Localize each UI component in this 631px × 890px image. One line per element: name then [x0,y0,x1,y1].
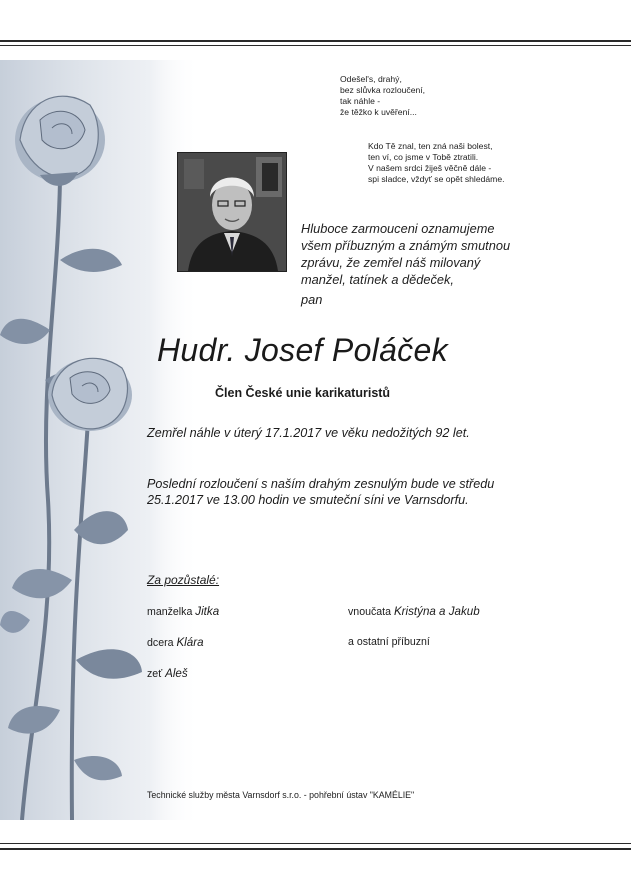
portrait-photo [177,152,287,272]
death-notice: Zemřel náhle v úterý 17.1.2017 ve věku nedožitých 92 let. [147,426,470,440]
honorific: pan [301,292,323,307]
relative-item [147,636,204,649]
top-border-rule-thin [0,45,631,46]
poem-line: že těžko k uvěření... [340,107,417,117]
intro-line: manžel, tatínek a dědeček, [301,272,454,287]
poem-second [368,141,505,185]
poem-line: Kdo Tě znal, ten zná naši bolest, [368,141,493,151]
relative-name: Kristýna a Jakub [393,605,480,618]
top-border-rule [0,40,631,42]
relative-role: dcera [147,637,174,649]
poem-line: ten ví, co jsme v Tobě ztratili. [368,152,479,162]
deceased-subtitle: Člen České unie karikaturistů [215,386,391,400]
intro-paragraph [301,220,510,288]
relative-item [348,605,480,618]
relative-name: Klára [176,636,204,649]
intro-line: všem příbuzným a známým smutnou [301,238,511,253]
funeral-line: 25.1.2017 ve 13.00 hodin ve smuteční síni ve Varnsdorfu. [147,493,469,507]
intro-line: zprávu, že zemřel náš milovaný [301,255,481,270]
poem-line: Odešel's, drahý, [340,74,402,84]
poem-line: spi sladce, vždyť se opět shledáme. [368,174,505,184]
relative-role: zeť [147,668,163,680]
relative-name: Jitka [195,605,220,618]
portrait-figure [178,153,286,271]
funeral-service-footer: Technické služby města Varnsdorf s.r.o. - pohřební ústav "KAMÉLIE" [147,790,415,800]
survivors-heading: Za pozůstalé: [147,573,220,587]
bottom-border-rule-thin [0,843,631,844]
relative-role: manželka [147,606,193,618]
funeral-notice [147,476,494,508]
relative-item [147,605,219,618]
bottom-border-rule [0,848,631,850]
relative-item [147,667,188,680]
intro-line: Hluboce zarmouceni oznamujeme [301,221,495,236]
poem-top [340,74,425,118]
poem-line: bez slůvka rozloučení, [340,85,426,95]
poem-line: tak náhle - [340,96,381,106]
poem-line: V našem srdci žiješ věčně dále - [368,163,492,173]
relative-role: vnoučata [348,606,391,618]
relative-role: a ostatní příbuzní [348,636,430,648]
relative-item [348,636,430,648]
funeral-line: Poslední rozloučení s naším drahým zesnulým bude ve středu [147,477,495,491]
deceased-name: Hudr. Josef Poláček [157,332,448,368]
relative-name: Aleš [165,667,188,680]
